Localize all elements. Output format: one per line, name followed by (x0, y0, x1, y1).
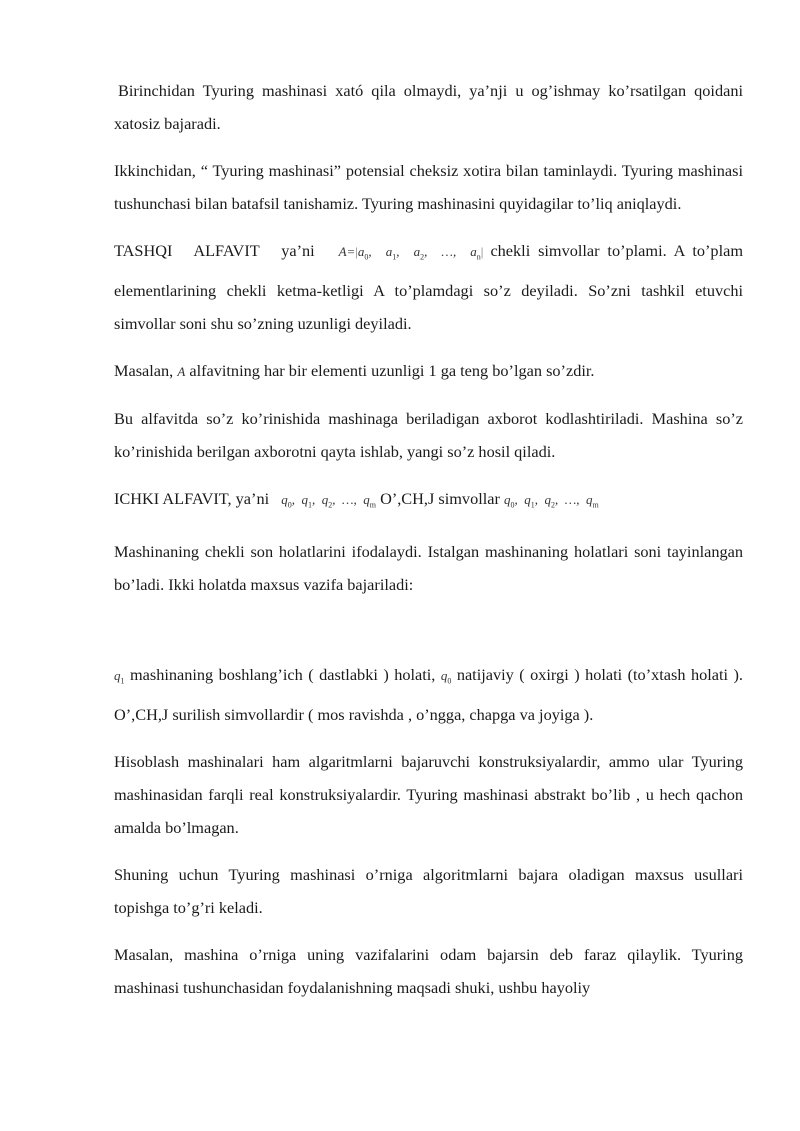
paragraph-11: Masalan, mashina o’rniga uning vazifalarini odam bajarsin deb faraz qilaylik. Tyuring mashinasi tushunchasidan foydalanishning maqsadi shuki, ushbu hayoliy (114, 944, 743, 997)
document-page (114, 74, 743, 1004)
paragraph-4: Masalan, A alfavitning har bir elementi uzunligi 1 ga teng bo’lgan so’zdir. (114, 360, 595, 380)
paragraph-5: Bu alfavitda so’z ko’rinishida mashinaga beriladigan axborot kodlashtiriladi. Mashina so’z ko’rinishida berilgan axborotni qayta ishlab, yangi so’z hosil qiladi. (114, 408, 743, 461)
formula-a-set: $A=|a_0$, $a_1$, $a_2$, …, $a_n|$ (338, 244, 484, 262)
formula-q-set-1: $q_0$, $q_1$, $q_2$, …, $q_m$ (281, 491, 376, 510)
paragraph-6: ICHKI ALFAVIT, ya’ni $q_0$, $q_1$, $q_2$, …, $q_m$ O’,CH,J simvollar $q_0$, $q_1$, $q_2$, …, $q_m$ (114, 488, 599, 510)
paragraph-3 (114, 234, 743, 340)
symbol-q0: $q_0$ (440, 668, 452, 686)
paragraph-3-rest: chekli simvollar to’plami. A to’plam elementlarining chekli ketma-ketligi A to’plamdagi so’z deyiladi. So’zni tashkil etuvchi simvollar soni shu so’zning uzunligi deyiladi. (114, 241, 743, 333)
paragraph-9: Hisoblash mashinalari ham algaritmlarni bajaruvchi konstruksiyalardir, ammo ular Tyuring mashinasidan farqli real konstruksiyalardir. Tyuring mashinasi abstrakt bo’lib , u hech qachon amalda bo’lmagan. (114, 751, 743, 837)
symbol-q1: $q_1$ (114, 668, 125, 686)
formula-q-set-2: $q_0$, $q_1$, $q_2$, …, $q_m$ (503, 491, 599, 510)
paragraph-2: Ikkinchidan, “ Tyuring mashinasi” potensial cheksiz xotira bilan taminlaydi. Tyuring mashinasi tushunchasi bilan batafsil tanishamiz. Tyuring mashinasini quyidagilar to’liq aniqlaydi. (114, 161, 743, 213)
paragraph-7: Mashinaning chekli son holatlarini ifodalaydi. Istalgan mashinaning holatlari soni tayinlangan bo’ladi. Ikki holatda maxsus vazifa bajariladi: (114, 542, 743, 595)
formula-a-symbol: A (177, 363, 186, 379)
paragraph-10: Shuning uchun Tyuring mashinasi o’rniga algoritmlarni bajara oladigan maxsus usullari topishga to’g’ri keladi. (114, 864, 743, 917)
paragraph-3-lead: TASHQI ALFAVIT ya’ni (114, 241, 315, 260)
paragraph-1: Birinchidan Tyuring mashinasi xató qila olmaydi, ya’nji u og’ishmay ko’rsatilgan qoidani xatosiz bajaradi. (114, 81, 743, 133)
paragraph-8: $q_1$ mashinaning boshlang’ich ( dastlabki ) holati, $q_0$ natijaviy ( oxirgi ) holati (to’xtash holati ). O’,CH,J surilish simvollardir ( mos ravishda , o’ngga, chapga va joyiga ). (114, 665, 743, 724)
